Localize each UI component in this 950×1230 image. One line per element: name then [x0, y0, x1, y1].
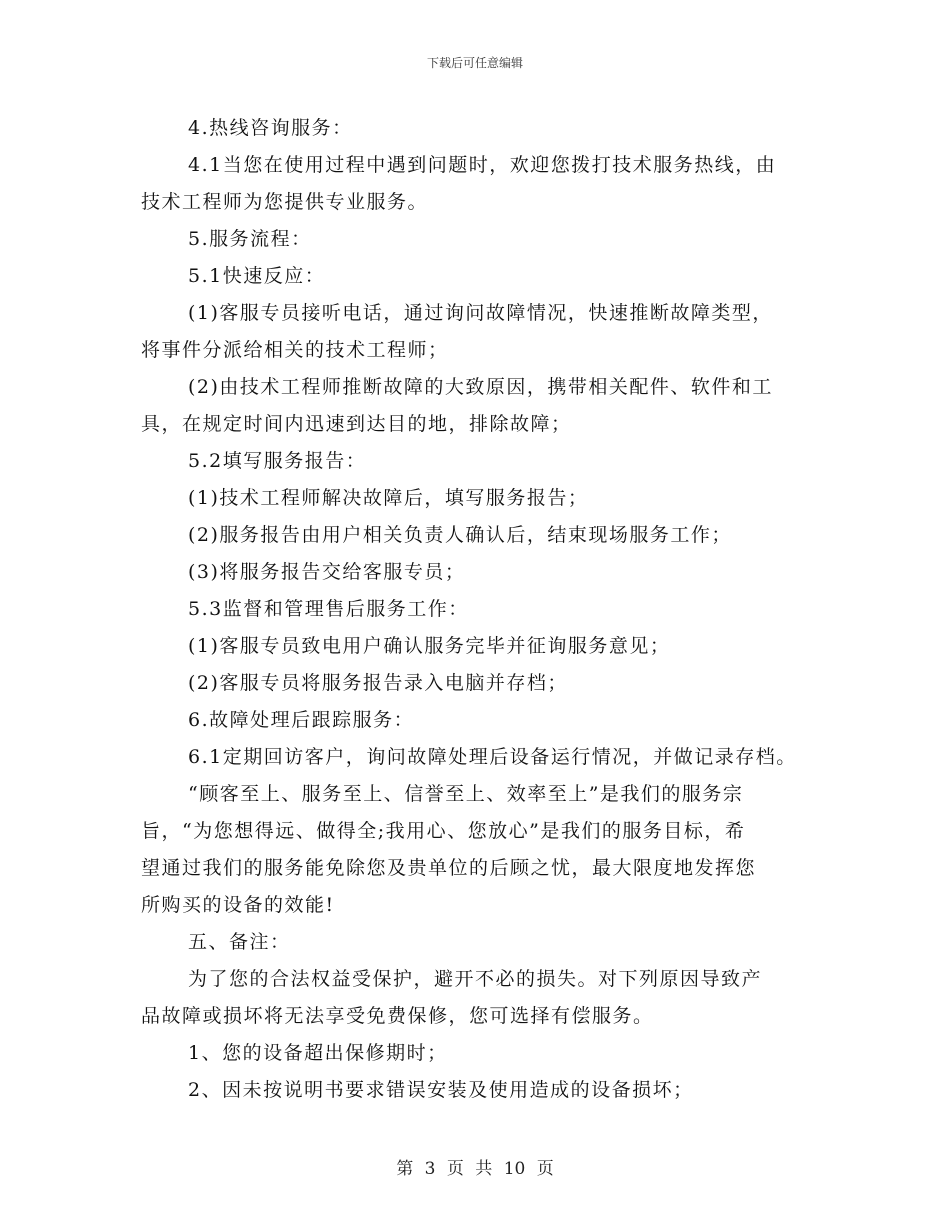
text-line: (2)服务报告由用户相关负责人确认后，结束现场服务工作；	[188, 524, 732, 546]
text-line: (1)技术工程师解决故障后，填写服务报告；	[188, 487, 589, 509]
text-line: 4.1当您在使用过程中遇到问题时，欢迎您拨打技术服务热线，由	[188, 154, 777, 176]
text-line: 6.1定期回访客户，询问故障处理后设备运行情况，并做记录存档。	[188, 746, 797, 768]
text-line: 具，在规定时间内迅速到达目的地，排除故障；	[141, 413, 572, 435]
text-line: 6.故障处理后跟踪服务：	[188, 709, 415, 731]
text-line: 五、备注：	[188, 931, 291, 953]
text-line: 望通过我们的服务能免除您及贵单位的后顾之忧，最大限度地发挥您	[141, 857, 757, 879]
text-line: 5.3监督和管理售后服务工作：	[188, 598, 469, 620]
text-line: 旨，“为您想得远、做得全;我用心、您放心”是我们的服务目标，希	[141, 820, 746, 842]
text-line: 所购买的设备的效能!	[141, 894, 335, 916]
text-line: 技术工程师为您提供专业服务。	[141, 191, 429, 213]
text-line: (2)由技术工程师推断故障的大致原因，携带相关配件、软件和工	[188, 376, 773, 398]
text-line: (3)将服务报告交给客服专员；	[188, 561, 466, 583]
text-line: 品故障或损坏将无法享受免费保修，您可选择有偿服务。	[141, 1005, 654, 1027]
text-line: 5.1快速反应：	[188, 265, 326, 287]
document-body	[141, 110, 831, 1109]
text-line: “顾客至上、服务至上、信誉至上、效率至上”是我们的服务宗	[188, 783, 744, 805]
text-line: 1、您的设备超出保修期时；	[188, 1042, 448, 1064]
page-number-footer: 第 3 页 共 10 页	[396, 1159, 554, 1179]
text-line: (1)客服专员接听电话，通过询问故障情况，快速推断故障类型，	[188, 302, 773, 324]
header-note: 下载后可任意编辑	[426, 56, 523, 70]
text-line: 4.热线咨询服务：	[188, 117, 353, 139]
text-line: 2、因未按说明书要求错误安装及使用造成的设备损坏；	[188, 1079, 694, 1101]
text-line: 将事件分派给相关的技术工程师；	[141, 339, 449, 361]
text-line: (1)客服专员致电用户确认服务完毕并征询服务意见；	[188, 635, 671, 657]
text-line: 5.服务流程：	[188, 228, 312, 250]
text-line: (2)客服专员将服务报告录入电脑并存档；	[188, 672, 568, 694]
text-line: 为了您的合法权益受保护，避开不必的损失。对下列原因导致产	[188, 968, 763, 990]
text-line: 5.2填写服务报告：	[188, 450, 367, 472]
